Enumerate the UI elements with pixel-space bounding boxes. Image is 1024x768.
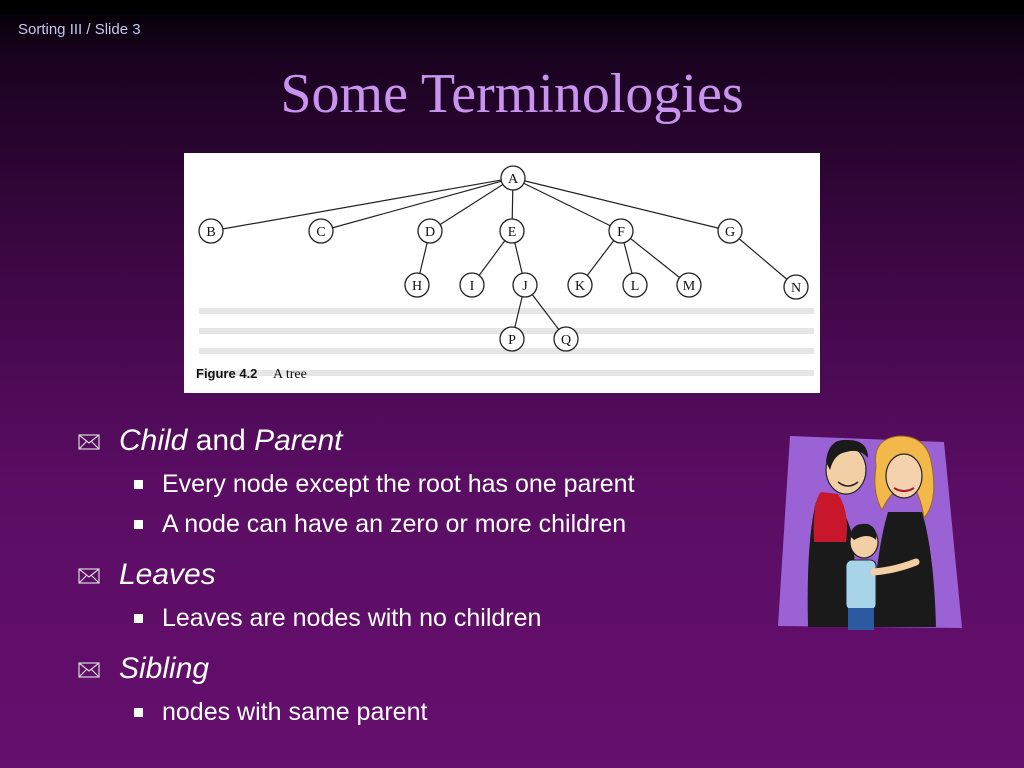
tree-figure xyxy=(184,153,820,393)
node-label-K: K xyxy=(574,279,586,294)
node-label-N: N xyxy=(790,281,802,296)
sub-bullet-text: Leaves are nodes with no children xyxy=(162,604,542,632)
figure-caption-text: A tree xyxy=(273,367,307,382)
node-label-G: G xyxy=(724,225,736,240)
term-joiner: and xyxy=(187,424,255,457)
sub-bullet xyxy=(78,692,758,732)
bullet-leaves xyxy=(78,554,758,598)
bullet-child-parent xyxy=(78,420,758,464)
node-label-D: D xyxy=(424,225,436,240)
bullet-list xyxy=(78,420,758,732)
sub-bullet xyxy=(78,464,758,504)
node-label-J: J xyxy=(522,279,528,294)
sub-bullet-text: Every node except the root has one parent xyxy=(162,470,635,498)
figure-background xyxy=(184,153,820,393)
sub-bullet xyxy=(78,504,758,544)
sub-bullet-text: nodes with same parent xyxy=(162,698,428,726)
sub-bullet-text: A node can have an zero or more children xyxy=(162,510,627,538)
term-child: Child xyxy=(119,424,188,457)
node-label-M: M xyxy=(682,279,696,294)
slide-header: Sorting III / Slide 3 xyxy=(18,21,141,38)
envelope-bullet-icon xyxy=(78,434,100,450)
node-label-C: C xyxy=(316,225,326,240)
term-sibling: Sibling xyxy=(119,652,210,685)
node-label-B: B xyxy=(206,225,216,240)
sub-bullet xyxy=(78,598,758,638)
family-clipart xyxy=(776,432,966,632)
envelope-bullet-icon xyxy=(78,568,100,584)
node-label-I: I xyxy=(469,279,475,294)
term-parent: Parent xyxy=(254,424,343,457)
node-label-Q: Q xyxy=(560,333,572,348)
slide-title: Some Terminologies xyxy=(280,63,744,125)
square-bullet-icon xyxy=(134,480,143,489)
square-bullet-icon xyxy=(134,708,143,717)
node-label-L: L xyxy=(630,279,640,294)
term-leaves: Leaves xyxy=(119,558,216,591)
node-label-E: E xyxy=(507,225,517,240)
square-bullet-icon xyxy=(134,614,143,623)
node-label-F: F xyxy=(617,225,625,240)
top-bar xyxy=(0,0,1024,14)
node-label-A: A xyxy=(507,172,519,187)
figure-caption-label: Figure 4.2 xyxy=(196,366,258,381)
node-label-H: H xyxy=(411,279,423,294)
node-label-P: P xyxy=(508,333,516,348)
bullet-sibling xyxy=(78,648,758,692)
envelope-bullet-icon xyxy=(78,662,100,678)
square-bullet-icon xyxy=(134,520,143,529)
